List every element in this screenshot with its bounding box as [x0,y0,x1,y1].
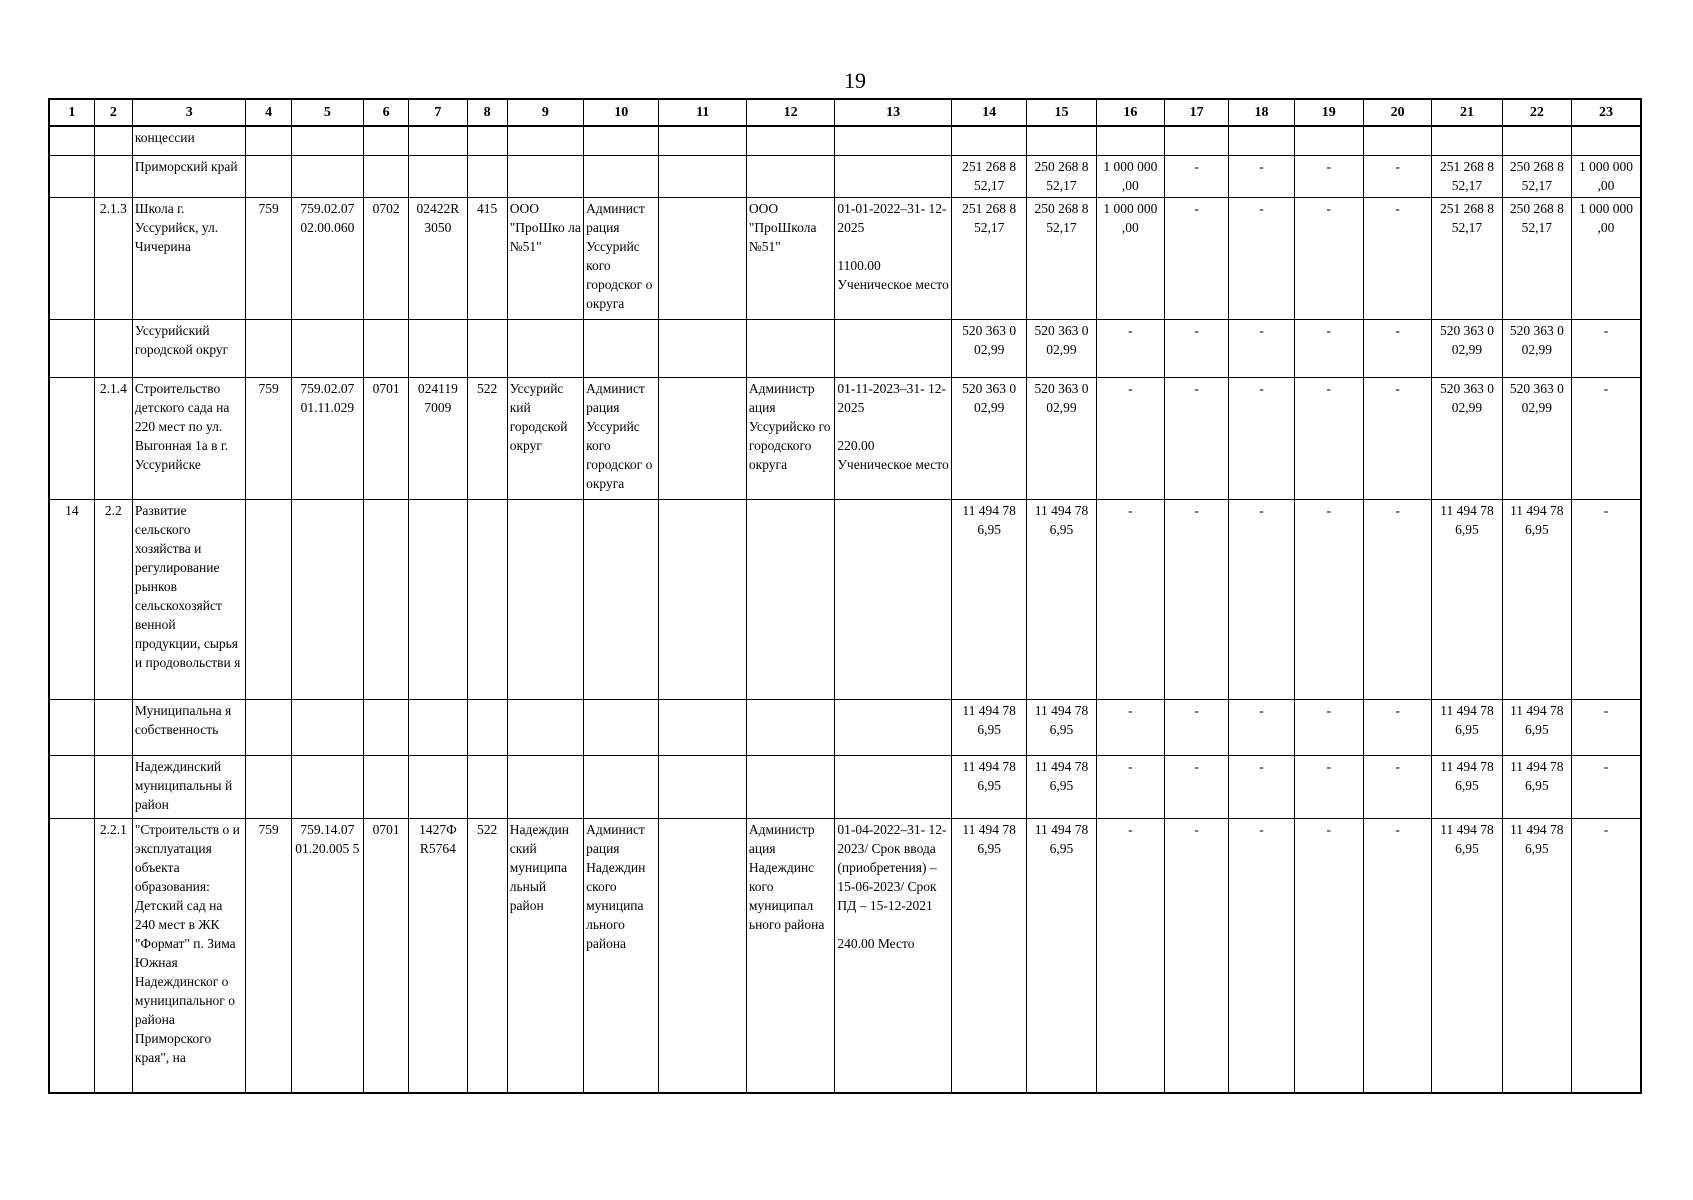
table-cell-col-2 [94,700,132,756]
table-cell-col-19 [1294,126,1363,155]
table-cell-col-10 [584,155,659,198]
table-cell-col-5 [291,756,363,818]
table-cell-col-14: 11 494 78 6,95 [951,818,1026,1093]
table-cell-col-6 [364,320,409,378]
table-cell-col-4 [246,756,291,818]
table-cell-col-15: 11 494 78 6,95 [1027,818,1096,1093]
table-cell-col-20: - [1363,500,1431,700]
table-cell-col-13 [835,756,952,818]
table-cell-col-22: 250 268 8 52,17 [1502,155,1571,198]
table-cell-col-18: - [1229,700,1294,756]
table-cell-col-11 [659,320,746,378]
table-cell-col-7 [409,155,467,198]
table-cell-col-20: - [1363,756,1431,818]
table-cell-col-19: - [1294,320,1363,378]
column-header: 8 [467,99,507,126]
table-cell-col-12 [746,126,834,155]
table-cell-col-21: 251 268 8 52,17 [1432,155,1502,198]
table-cell-col-10 [584,756,659,818]
row-nadezhdinsky-rayon [49,756,1641,818]
table-cell-col-22: 11 494 78 6,95 [1502,756,1571,818]
table-cell-col-10 [584,126,659,155]
table-cell-col-4 [246,320,291,378]
row-municipal-property [49,700,1641,756]
table-cell-col-8 [467,320,507,378]
data-table [48,98,1642,1094]
row-2-2 [49,500,1641,700]
table-cell-col-16: 1 000 000 ,00 [1096,155,1164,198]
row-2-2-1 [49,818,1641,1093]
table-cell-col-21: 11 494 78 6,95 [1432,700,1502,756]
table-cell-col-4 [246,700,291,756]
table-cell-col-22 [1502,126,1571,155]
table-cell-col-23: 1 000 000 ,00 [1571,198,1641,320]
column-header: 16 [1096,99,1164,126]
table-cell-col-6 [364,126,409,155]
table-cell-col-16: - [1096,320,1164,378]
table-cell-col-14: 11 494 78 6,95 [951,756,1026,818]
table-cell-col-6 [364,756,409,818]
table-cell-col-22: 520 363 0 02,99 [1502,378,1571,500]
table-cell-col-15: 11 494 78 6,95 [1027,500,1096,700]
table-cell-col-16: - [1096,818,1164,1093]
table-cell-col-8 [467,500,507,700]
column-header: 13 [835,99,952,126]
table-cell-col-22: 250 268 8 52,17 [1502,198,1571,320]
table-cell-col-9 [507,320,583,378]
table-cell-col-7 [409,500,467,700]
table-cell-col-5 [291,700,363,756]
table-cell-col-6 [364,155,409,198]
table-cell-col-23: - [1571,320,1641,378]
table-cell-col-13: 01-04-2022–31- 12-2023/ Срок ввода (приобретения) – 15-06-2023/ Срок ПД – 15-12-2021 240.00 Место [835,818,952,1093]
table-cell-col-18: - [1229,320,1294,378]
column-header: 12 [746,99,834,126]
table-cell-col-10 [584,320,659,378]
column-header: 1 [49,99,94,126]
column-header: 18 [1229,99,1294,126]
table-cell-col-5: 759.14.07 01.20.005 5 [291,818,363,1093]
table-cell-col-14: 11 494 78 6,95 [951,700,1026,756]
table-cell-col-18: - [1229,756,1294,818]
table-cell-col-8 [467,700,507,756]
table-cell-col-2: 2.2.1 [94,818,132,1093]
table-cell-col-12 [746,320,834,378]
table-cell-col-23: - [1571,500,1641,700]
table-cell-col-12 [746,756,834,818]
table-cell-col-12: ООО "ПроШкола №51" [746,198,834,320]
table-cell-col-2 [94,756,132,818]
table-cell-col-18: - [1229,378,1294,500]
table-cell-col-18: - [1229,500,1294,700]
table-cell-col-14 [951,126,1026,155]
table-cell-col-17: - [1164,198,1228,320]
table-cell-col-22: 11 494 78 6,95 [1502,700,1571,756]
table-cell-col-19: - [1294,155,1363,198]
table-cell-col-9 [507,126,583,155]
table-cell-col-13: 01-11-2023–31- 12-2025 220.00 Ученическое место [835,378,952,500]
table-cell-col-17: - [1164,500,1228,700]
table-cell-col-9 [507,500,583,700]
column-header: 2 [94,99,132,126]
table-cell-col-7: 024119 7009 [409,378,467,500]
page-number: 19 [844,68,866,93]
table-cell-col-23: 1 000 000 ,00 [1571,155,1641,198]
table-cell-col-16: - [1096,378,1164,500]
column-header: 23 [1571,99,1641,126]
table-cell-col-17: - [1164,155,1228,198]
table-cell-col-17: - [1164,756,1228,818]
table-cell-col-2 [94,320,132,378]
table-cell-col-23: - [1571,818,1641,1093]
table-cell-col-20: - [1363,155,1431,198]
column-header: 9 [507,99,583,126]
header-row [49,99,1641,126]
table-cell-col-20: - [1363,818,1431,1093]
table-cell-col-14: 520 363 0 02,99 [951,320,1026,378]
table-cell-col-15: 250 268 8 52,17 [1027,198,1096,320]
column-header: 15 [1027,99,1096,126]
table-cell-col-17: - [1164,700,1228,756]
table-cell-col-12 [746,155,834,198]
table-cell-col-10: Админист рация Уссурийс кого городског о округа [584,198,659,320]
table-cell-col-8: 415 [467,198,507,320]
table-cell-col-3: Уссурийский городской округ [132,320,246,378]
table-cell-col-9 [507,756,583,818]
table-cell-col-23: - [1571,378,1641,500]
table-cell-col-20: - [1363,198,1431,320]
table-cell-col-23 [1571,126,1641,155]
table-cell-col-11 [659,756,746,818]
table-cell-col-21: 520 363 0 02,99 [1432,320,1502,378]
table-cell-col-16: - [1096,700,1164,756]
table-cell-col-7 [409,320,467,378]
table-cell-col-10 [584,500,659,700]
column-header: 14 [951,99,1026,126]
table-cell-col-8: 522 [467,378,507,500]
table-cell-col-21: 11 494 78 6,95 [1432,756,1502,818]
table-cell-col-21: 520 363 0 02,99 [1432,378,1502,500]
table-cell-col-3: Развитие сельского хозяйства и регулирование рынков сельскохозяйст венной продукции, сырья и продовольстви я [132,500,246,700]
table-cell-col-18: - [1229,155,1294,198]
table-cell-col-15: 11 494 78 6,95 [1027,756,1096,818]
column-header: 19 [1294,99,1363,126]
row-2-1-3 [49,198,1641,320]
table-cell-col-3: Строительство детского сада на 220 мест по ул. Выгонная 1а в г. Уссурийске [132,378,246,500]
table-cell-col-12 [746,700,834,756]
table-cell-col-15: 520 363 0 02,99 [1027,378,1096,500]
table-cell-col-6: 0701 [364,818,409,1093]
table-cell-col-22: 11 494 78 6,95 [1502,500,1571,700]
table-cell-col-19: - [1294,756,1363,818]
table-cell-col-7: 1427Ф R5764 [409,818,467,1093]
table-cell-col-1 [49,126,94,155]
table-cell-col-15: 520 363 0 02,99 [1027,320,1096,378]
table-cell-col-4 [246,126,291,155]
table-cell-col-3: Надеждинский муниципальны й район [132,756,246,818]
table-cell-col-4: 759 [246,198,291,320]
table-cell-col-22: 520 363 0 02,99 [1502,320,1571,378]
table-cell-col-2 [94,126,132,155]
column-header: 7 [409,99,467,126]
table-cell-col-20: - [1363,320,1431,378]
table-cell-col-11 [659,155,746,198]
table-cell-col-11 [659,378,746,500]
table-cell-col-16: 1 000 000 ,00 [1096,198,1164,320]
table-cell-col-17: - [1164,378,1228,500]
table-cell-col-19: - [1294,700,1363,756]
table-cell-col-13 [835,320,952,378]
table-cell-col-16: - [1096,500,1164,700]
table-cell-col-9: ООО "ПроШко ла №51" [507,198,583,320]
row-koncessii [49,126,1641,155]
table-cell-col-18 [1229,126,1294,155]
table-cell-col-1 [49,320,94,378]
table-cell-col-4: 759 [246,378,291,500]
table-cell-col-7 [409,756,467,818]
table-cell-col-4: 759 [246,818,291,1093]
table-cell-col-19: - [1294,818,1363,1093]
table-cell-col-8 [467,126,507,155]
table-cell-col-8: 522 [467,818,507,1093]
table-cell-col-14: 251 268 8 52,17 [951,198,1026,320]
table-cell-col-15 [1027,126,1096,155]
table-cell-col-6 [364,500,409,700]
table-cell-col-5: 759.02.07 01.11.029 [291,378,363,500]
column-header: 3 [132,99,246,126]
table-cell-col-9: Надеждин ский муниципа льный район [507,818,583,1093]
table-cell-col-13 [835,500,952,700]
table-cell-col-5 [291,155,363,198]
table-cell-col-5 [291,126,363,155]
table-cell-col-23: - [1571,700,1641,756]
table-cell-col-5 [291,500,363,700]
table-cell-col-5: 759.02.07 02.00.060 [291,198,363,320]
table-cell-col-20: - [1363,700,1431,756]
column-header: 11 [659,99,746,126]
table-cell-col-1: 14 [49,500,94,700]
table-cell-col-13 [835,700,952,756]
table-cell-col-1 [49,756,94,818]
table-cell-col-12: Администр ация Уссурийско го городского округа [746,378,834,500]
table-cell-col-1 [49,818,94,1093]
table-cell-col-3: концессии [132,126,246,155]
table-cell-col-19: - [1294,198,1363,320]
table-cell-col-4 [246,155,291,198]
table-cell-col-9 [507,155,583,198]
table-cell-col-1 [49,700,94,756]
table-cell-col-2: 2.2 [94,500,132,700]
row-ussuriysky-okrug [49,320,1641,378]
table-cell-col-8 [467,155,507,198]
table-cell-col-10: Админист рация Надеждин ского муниципа льного района [584,818,659,1093]
table-cell-col-18: - [1229,198,1294,320]
table-cell-col-2: 2.1.3 [94,198,132,320]
row-2-1-4 [49,378,1641,500]
table-cell-col-1 [49,198,94,320]
table-cell-col-9: Уссурийс кий городской округ [507,378,583,500]
table-cell-col-7 [409,126,467,155]
table-cell-col-2: 2.1.4 [94,378,132,500]
table-cell-col-10: Админист рация Уссурийс кого городског о округа [584,378,659,500]
table-cell-col-19: - [1294,500,1363,700]
table-cell-col-3: Школа г. Уссурийск, ул. Чичерина [132,198,246,320]
table-cell-col-14: 520 363 0 02,99 [951,378,1026,500]
table-cell-col-13 [835,126,952,155]
table-cell-col-4 [246,500,291,700]
table-cell-col-3: Муниципальна я собственность [132,700,246,756]
table-cell-col-17: - [1164,818,1228,1093]
table-cell-col-12 [746,500,834,700]
table-cell-col-18: - [1229,818,1294,1093]
table-cell-col-22: 11 494 78 6,95 [1502,818,1571,1093]
table-cell-col-14: 11 494 78 6,95 [951,500,1026,700]
table-cell-col-11 [659,700,746,756]
table-cell-col-15: 11 494 78 6,95 [1027,700,1096,756]
table-cell-col-21: 11 494 78 6,95 [1432,818,1502,1093]
column-header: 6 [364,99,409,126]
column-header: 21 [1432,99,1502,126]
column-header: 22 [1502,99,1571,126]
table-cell-col-8 [467,756,507,818]
table-cell-col-15: 250 268 8 52,17 [1027,155,1096,198]
column-header: 10 [584,99,659,126]
table-cell-col-23: - [1571,756,1641,818]
table-cell-col-6: 0702 [364,198,409,320]
table-cell-col-5 [291,320,363,378]
table-cell-col-11 [659,126,746,155]
table-cell-col-10 [584,700,659,756]
table-cell-col-12: Администр ация Надеждинс кого муниципал ьного района [746,818,834,1093]
table-cell-col-16 [1096,126,1164,155]
table-cell-col-1 [49,155,94,198]
table-cell-col-17: - [1164,320,1228,378]
table-cell-col-13 [835,155,952,198]
table-cell-col-3: Приморский край [132,155,246,198]
row-primorsky-krai [49,155,1641,198]
table-cell-col-11 [659,198,746,320]
column-header: 5 [291,99,363,126]
table-cell-col-21: 251 268 8 52,17 [1432,198,1502,320]
column-header: 17 [1164,99,1228,126]
table-cell-col-1 [49,378,94,500]
table-cell-col-7 [409,700,467,756]
table-cell-col-20: - [1363,378,1431,500]
table-cell-col-14: 251 268 8 52,17 [951,155,1026,198]
table-cell-col-17 [1164,126,1228,155]
table-cell-col-13: 01-01-2022–31- 12-2025 1100.00 Ученическое место [835,198,952,320]
table-cell-col-6 [364,700,409,756]
table-cell-col-11 [659,500,746,700]
table-cell-col-21 [1432,126,1502,155]
table-cell-col-21: 11 494 78 6,95 [1432,500,1502,700]
table-cell-col-19: - [1294,378,1363,500]
table-cell-col-11 [659,818,746,1093]
table-cell-col-9 [507,700,583,756]
table-cell-col-7: 02422R 3050 [409,198,467,320]
table-cell-col-6: 0701 [364,378,409,500]
column-header: 20 [1363,99,1431,126]
table-cell-col-2 [94,155,132,198]
table-cell-col-3: "Строительств о и эксплуатация объекта образования: Детский сад на 240 мест в ЖК "Формат" п. Зима Южная Надеждинског о муниципальног о района Приморского края", на [132,818,246,1093]
table-cell-col-20 [1363,126,1431,155]
column-header: 4 [246,99,291,126]
table-cell-col-16: - [1096,756,1164,818]
